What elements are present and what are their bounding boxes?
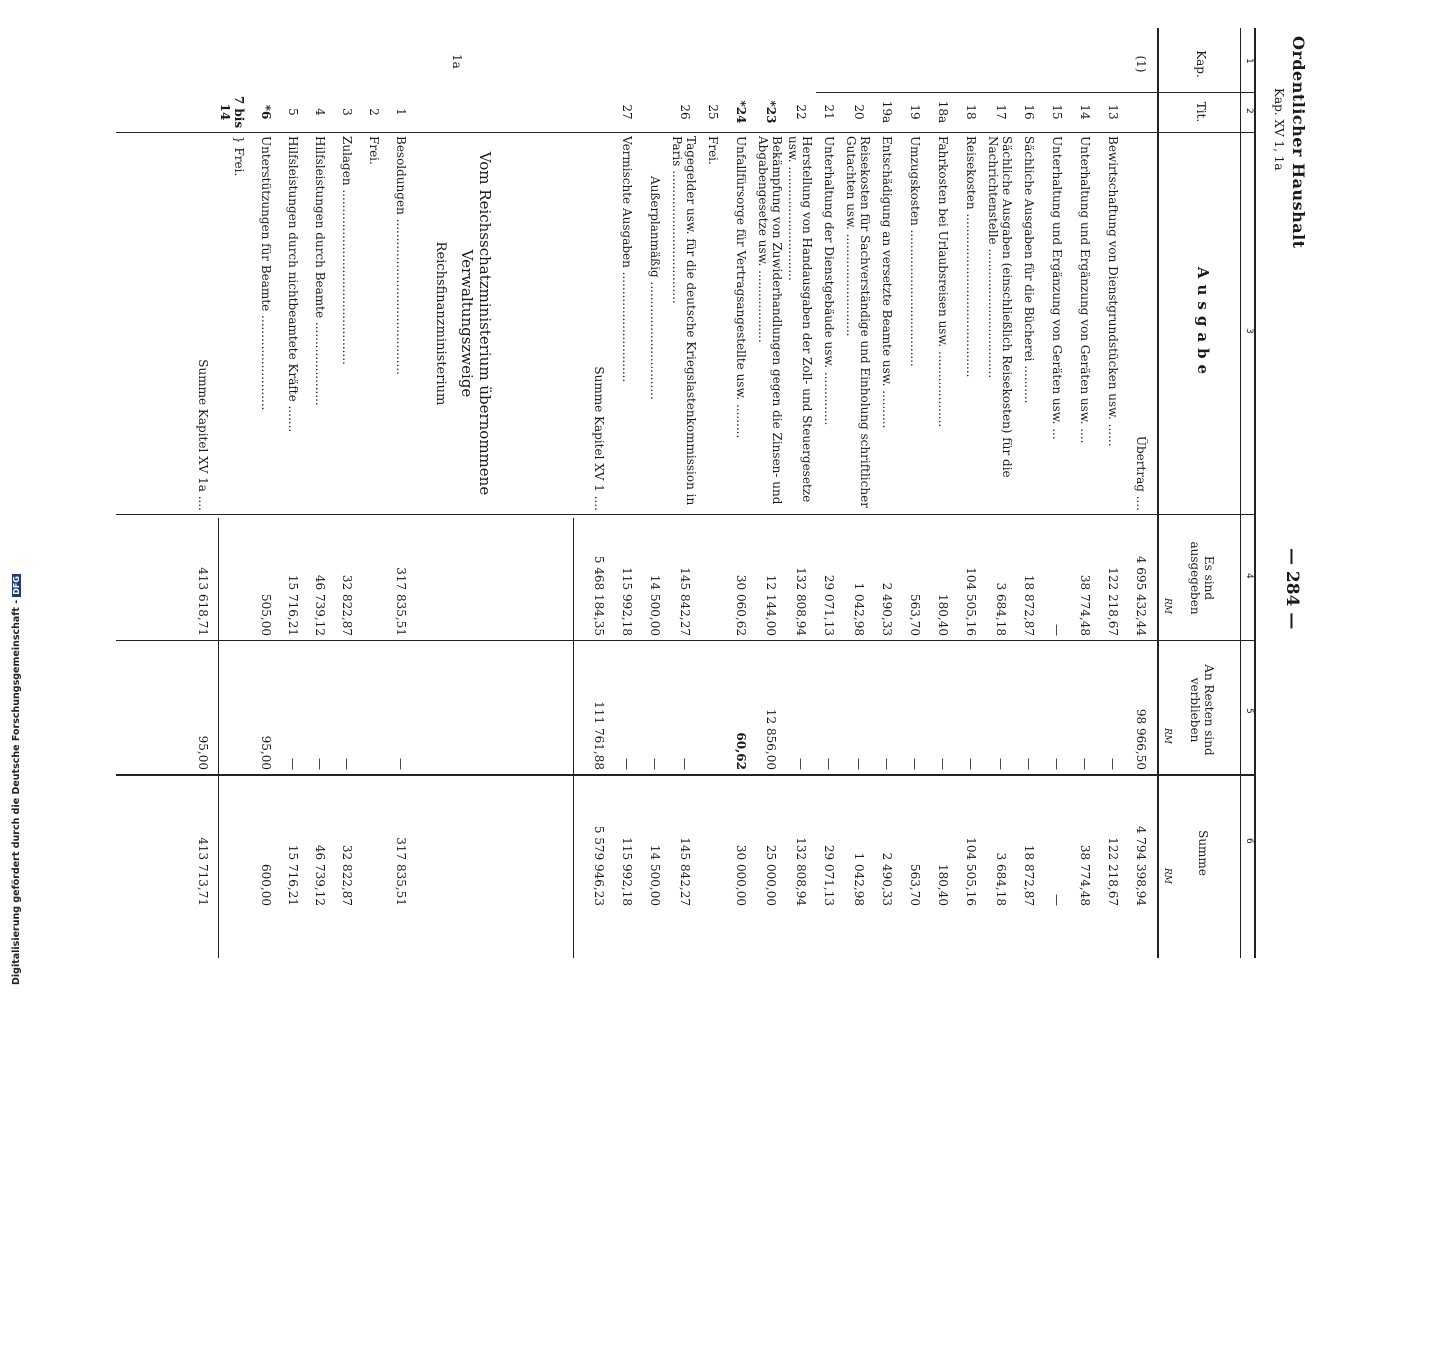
- row-ausgegeben: 18 872,87: [1022, 574, 1036, 636]
- row-reste: —: [936, 758, 950, 770]
- row-reste: 111 761,88: [592, 701, 606, 770]
- row-description: Umzugskosten ....................................: [908, 136, 922, 367]
- row-reste: —: [313, 758, 327, 770]
- row-reste: 60,62: [734, 732, 748, 770]
- row-reste: —: [964, 758, 978, 770]
- row-tit: 4: [313, 108, 327, 116]
- row-description: Hilfsleistungen durch nichtbeamtete Kräfte .......: [286, 136, 300, 433]
- row-summe: 29 071,13: [822, 844, 836, 906]
- row-tit: 1: [394, 108, 408, 116]
- row-description: Außerplanmäßig ...............................: [648, 176, 662, 400]
- row-ausgegeben: 38 774,48: [1078, 574, 1092, 636]
- row-summe: 600,00: [259, 864, 273, 906]
- sum-reste: 95,00: [196, 735, 210, 770]
- row-description: Sächliche Ausgaben (einschließlich Reisekosten) für die Nachrichtenstelle ..................................: [986, 136, 1014, 478]
- row-tit: 7 bis 14: [218, 95, 246, 129]
- row-ausgegeben: 317 835,51: [394, 567, 408, 636]
- table-row: [1126, 28, 1154, 1358]
- sum-row-xv1a: [188, 28, 216, 1358]
- row-description: Unfallfürsorge für Vertragsangestellte usw. .........: [734, 136, 748, 439]
- row-kap: (1): [1134, 55, 1148, 73]
- section-title-line3: Reichsfinanzministerium: [433, 241, 448, 406]
- row-summe: 4 794 398,94: [1134, 825, 1148, 906]
- table-row: [698, 28, 726, 1358]
- row-summe: 317 835,51: [394, 837, 408, 906]
- header-tit: Tit.: [1194, 101, 1208, 123]
- row-tit: *6: [259, 104, 273, 120]
- section-title-line2: Verwaltungszweige: [458, 249, 476, 398]
- row-tit: 19a: [880, 100, 894, 124]
- header-bottom-rule: [1157, 28, 1159, 958]
- row-summe: 2 490,33: [880, 852, 894, 906]
- unit-c5: RM: [1162, 728, 1172, 744]
- table-row: [814, 28, 842, 1358]
- row-tit: 19: [908, 104, 922, 120]
- row-tit: 16: [1022, 104, 1036, 120]
- row-summe: 563,70: [908, 864, 922, 906]
- row-reste: —: [994, 758, 1008, 770]
- table-row: [251, 28, 279, 1358]
- row-description: Summe Kapitel XV 1 ....: [592, 366, 606, 511]
- header-ausgegeben: Es sind ausgegeben: [1187, 541, 1216, 615]
- table-row: [359, 28, 387, 1358]
- row-summe: 1 042,98: [852, 852, 866, 906]
- table-top-rule: [1254, 28, 1256, 958]
- table-row: [612, 28, 640, 1358]
- row-tit: 5: [286, 108, 300, 116]
- row-summe: 115 992,18: [620, 837, 634, 906]
- row-tit: 3: [340, 108, 354, 116]
- row-description: Reisekosten ...........................................: [964, 136, 978, 378]
- header-kap: Kap.: [1194, 50, 1208, 78]
- row-summe: 32 822,87: [340, 844, 354, 906]
- row-summe: 15 716,21: [286, 844, 300, 906]
- row-summe: 14 500,00: [648, 844, 662, 906]
- row-summe: 180,40: [936, 864, 950, 906]
- row-tit: 21: [822, 104, 836, 120]
- table-row: [218, 28, 252, 1358]
- row-summe: 46 739,12: [313, 844, 327, 906]
- row-reste: —: [286, 758, 300, 770]
- sum-rule-1: [573, 518, 574, 958]
- row-ausgegeben: 180,40: [936, 594, 950, 636]
- table-row: [1014, 28, 1042, 1358]
- row-ausgegeben: 104 505,16: [964, 567, 978, 636]
- table-row: [584, 28, 612, 1358]
- row-ausgegeben: 29 071,13: [822, 574, 836, 636]
- row-reste: —: [394, 758, 408, 770]
- row-tit: 2: [367, 108, 381, 116]
- column-number-2: 2: [1244, 108, 1254, 114]
- row-ausgegeben: 2 490,33: [880, 582, 894, 636]
- row-summe: 122 218,67: [1106, 837, 1120, 906]
- row-tit: 14: [1078, 104, 1092, 120]
- row-description: Reisekosten für Sachverständige und Einholung schriftlicher Gutachten usw. ...........................: [844, 136, 872, 508]
- row-tit: 22: [794, 104, 808, 120]
- table-row: [726, 28, 754, 1358]
- row-tit: *24: [734, 100, 748, 124]
- running-title: Ordentlicher Haushalt: [1289, 36, 1308, 249]
- row-ausgegeben: 115 992,18: [620, 567, 634, 636]
- row-ausgegeben: 14 500,00: [648, 574, 662, 636]
- table-row: [754, 28, 784, 1358]
- row-summe: 132 808,94: [794, 837, 808, 906]
- sum-rule-2: [218, 518, 219, 958]
- table-row: [900, 28, 928, 1358]
- column-number-5: 5: [1244, 708, 1254, 714]
- row-summe: 25 000,00: [764, 844, 778, 906]
- row-reste: —: [1022, 758, 1036, 770]
- row-ausgegeben: 122 218,67: [1106, 567, 1120, 636]
- row-summe: 38 774,48: [1078, 844, 1092, 906]
- table-row: [668, 28, 698, 1358]
- row-tit: 15: [1050, 104, 1064, 120]
- row-tit: *23: [764, 100, 778, 124]
- table-row: [984, 28, 1014, 1358]
- table-row: [872, 28, 900, 1358]
- column-number-3: 3: [1244, 328, 1254, 334]
- row-reste: —: [908, 758, 922, 770]
- header-reste: An Resten sind verblieben: [1187, 664, 1216, 756]
- row-ausgegeben: 4 695 432,44: [1134, 555, 1148, 636]
- dfg-logo: DFG: [12, 576, 21, 595]
- row-reste: 95,00: [259, 735, 273, 770]
- row-ausgegeben: 1 042,98: [852, 582, 866, 636]
- header-ausgabe: Ausgabe: [1194, 266, 1212, 381]
- row-reste: —: [880, 758, 894, 770]
- column-number-1: 1: [1244, 58, 1254, 64]
- row-description: Unterhaltung der Dienstgebäude usw. ..............: [822, 136, 836, 426]
- table-row: [305, 28, 333, 1358]
- row-description: Frei.: [706, 136, 720, 165]
- row-ausgegeben: 30 060,62: [734, 574, 748, 636]
- row-description: Unterhaltung und Ergänzung von Geräten usw. ...: [1050, 136, 1064, 440]
- row-description: Vermischte Ausgaben .............................: [620, 136, 634, 383]
- row-description: Unterhaltung und Ergänzung von Geräten usw. ....: [1078, 136, 1092, 444]
- row-ausgegeben: 15 716,21: [286, 574, 300, 636]
- row-ausgegeben: 32 822,87: [340, 574, 354, 636]
- section-title-line1: Vom Reichsschatzministerium übernommene: [476, 151, 494, 496]
- table-row: [640, 28, 668, 1358]
- sum-summe: 413 713,71: [196, 837, 210, 906]
- row-reste: —: [1106, 758, 1120, 770]
- sum-label: Summe Kapitel XV 1a ....: [196, 359, 210, 511]
- row-ausgegeben: 505,00: [259, 594, 273, 636]
- row-tit: 13: [1106, 104, 1120, 120]
- section-kap: 1a: [450, 54, 464, 69]
- page-number: — 284 —: [1282, 548, 1302, 630]
- row-description: } Frei.: [232, 136, 246, 177]
- row-summe: 5 579 946,23: [592, 825, 606, 906]
- row-reste: —: [794, 758, 808, 770]
- row-description: Zulagen ..............................................: [340, 136, 354, 365]
- row-summe: 104 505,16: [964, 837, 978, 906]
- row-reste: —: [678, 758, 692, 770]
- table-row: [1070, 28, 1098, 1358]
- row-ausgegeben: 12 144,00: [764, 574, 778, 636]
- row-reste: —: [340, 758, 354, 770]
- row-tit: 17: [994, 104, 1008, 120]
- unit-c6: RM: [1162, 868, 1172, 884]
- row-description: Bekämpfung von Zuwiderhandlungen gegen die Zinsen- und Abgabengesetze usw. ...................: [756, 136, 784, 505]
- table-row: [842, 28, 872, 1358]
- row-description: Übertrag ....: [1134, 435, 1148, 511]
- table-row: [928, 28, 956, 1358]
- row-description: Hilfsleistungen durch Beamte ......................: [313, 136, 327, 406]
- column-number-6: 6: [1244, 838, 1254, 844]
- table-row: [784, 28, 814, 1358]
- row-tit: 18a: [936, 100, 950, 124]
- row-ausgegeben: 145 842,27: [678, 567, 692, 636]
- row-summe: —: [1050, 894, 1064, 906]
- row-summe: 3 684,18: [994, 852, 1008, 906]
- table-row: [1098, 28, 1126, 1358]
- row-tit: 27: [620, 104, 634, 120]
- row-tit: 18: [964, 104, 978, 120]
- row-ausgegeben: 563,70: [908, 594, 922, 636]
- row-reste: 12 856,00: [764, 708, 778, 770]
- document-page: [14, 28, 1344, 964]
- row-ausgegeben: 3 684,18: [994, 582, 1008, 636]
- table-row: [1042, 28, 1070, 1358]
- row-ausgegeben: 132 808,94: [794, 567, 808, 636]
- row-description: Herstellung von Handausgaben der Zoll- und Steuergesetze usw. ..............................: [786, 136, 814, 503]
- sum-ausgegeben: 413 618,71: [196, 567, 210, 636]
- header-summe: Summe: [1196, 830, 1210, 876]
- row-description: Bewirtschaftung von Dienstgrundstücken usw. ......: [1106, 136, 1120, 447]
- row-reste: —: [648, 758, 662, 770]
- table-row: [332, 28, 360, 1358]
- row-description: Tagegelder usw. für die deutsche Kriegslastenkommission in Paris ...................................: [670, 136, 698, 506]
- row-reste: —: [852, 758, 866, 770]
- row-tit: 25: [706, 104, 720, 120]
- table-row: [278, 28, 306, 1358]
- row-reste: —: [822, 758, 836, 770]
- row-ausgegeben: 46 739,12: [313, 574, 327, 636]
- table-row: [386, 28, 414, 1358]
- row-ausgegeben: 5 468 184,35: [592, 555, 606, 636]
- table-row: [956, 28, 984, 1358]
- funding-note-text: Digitalisierung gefördert durch die Deutsche Forschungsgemeinschaft -: [11, 599, 22, 985]
- column-number-rule: [1240, 28, 1241, 958]
- row-summe: 30 000,00: [734, 844, 748, 906]
- row-description: Entschädigung an versetzte Beamte usw. ..........: [880, 136, 894, 429]
- row-description: Unterstützungen für Beamte .........................: [259, 136, 273, 411]
- row-summe: 18 872,87: [1022, 844, 1036, 906]
- unit-c4: RM: [1162, 598, 1172, 614]
- row-description: Sächliche Ausgaben für die Bücherei ..........: [1022, 136, 1036, 404]
- row-description: Besoldungen .........................................: [394, 136, 408, 375]
- row-description: Frei.: [367, 136, 381, 165]
- row-ausgegeben: —: [1050, 624, 1064, 636]
- column-number-4: 4: [1244, 573, 1254, 579]
- row-reste: —: [620, 758, 634, 770]
- row-description: Fahrkosten bei Urlaubsreisen usw. ....................: [936, 136, 950, 428]
- row-tit: 26: [678, 104, 692, 120]
- row-reste: 98 966,50: [1134, 708, 1148, 770]
- row-reste: —: [1078, 758, 1092, 770]
- running-subtitle: Kap. XV 1, 1a: [1272, 88, 1286, 171]
- row-reste: —: [1050, 758, 1064, 770]
- row-summe: 145 842,27: [678, 837, 692, 906]
- row-tit: 20: [852, 104, 866, 120]
